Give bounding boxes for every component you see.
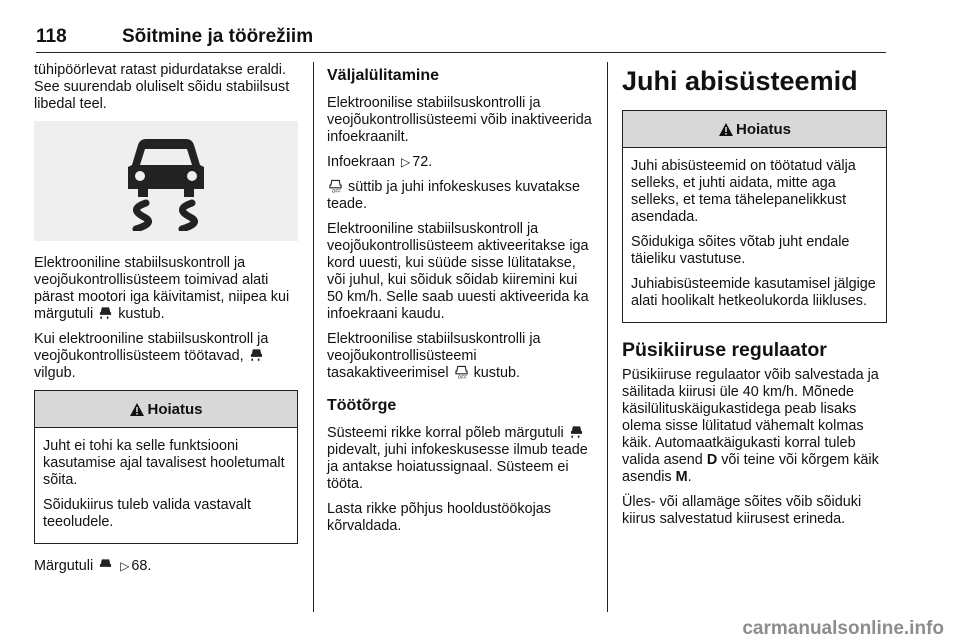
warning-header: Hoiatus (623, 111, 886, 148)
warning-text-1: Juht ei tohi ka selle funktsiooni kasutamise ajal tavalisest hooletumalt sõita. (43, 438, 285, 488)
col2-paragraph-6: Süsteemi rikke korral põleb märgutuli pidevalt, juhi infokeskusesse ilmub teade ja antakse hoiatussignaal. Süsteem ei tööta. (327, 425, 588, 492)
col2-paragraph-2: Infoekraan ▷ 72. (327, 154, 433, 170)
traction-control-indicator-icon (570, 425, 583, 439)
warning-box (622, 110, 887, 323)
col2-paragraph-1: Elektroonilise stabiilsuskontrolli ja veojõukontrollisüsteemi võib inaktiveerida infoekraanilt. (327, 95, 592, 145)
traction-control-indicator-icon (99, 306, 112, 320)
traction-control-off-icon (455, 365, 468, 379)
column-divider-2 (607, 62, 608, 612)
col1-paragraph-3: Kui elektrooniline stabiilsuskontroll ja veojõukontrollisüsteem töötavad, vilgub. (34, 331, 269, 381)
heading-deactivation: Väljalülitamine (327, 67, 440, 84)
svg-text:OFF: OFF (457, 374, 467, 379)
column-divider-1 (313, 62, 314, 612)
warning-triangle-icon (129, 402, 145, 417)
traction-control-icon (116, 131, 216, 231)
page-reference[interactable]: 72. (412, 154, 433, 170)
warning-header: Hoiatus (35, 391, 297, 428)
traction-control-indicator-icon (250, 348, 263, 362)
col2-paragraph-5: Elektroonilise stabiilsuskontrolli ja veojõukontrollisüsteemi tasakaktiveerimisel OFF kustub. (327, 331, 541, 381)
heading-driver-assistance: Juhi abisüsteemid (622, 66, 858, 96)
column-3 (622, 66, 887, 536)
traction-control-indicator-icon (99, 558, 112, 572)
column-1 (34, 62, 298, 583)
warning-box (34, 390, 298, 544)
warning-text-1: Juhi abisüsteemid on töötatud välja selleks, et juhti aidata, mitte aga selleks, et tema tähelepanelikkust asendada. (631, 158, 856, 225)
heading-fault: Töötõrge (327, 397, 397, 414)
section-title: Sõitmine ja töörežiim (122, 26, 314, 47)
svg-text:OFF: OFF (331, 188, 342, 193)
header-rule (36, 52, 886, 53)
col2-paragraph-3: OFF süttib ja juhi infokeskuses kuvatakse teade. (327, 179, 580, 212)
page-reference[interactable]: 68. (131, 558, 152, 574)
col2-paragraph-7: Lasta rikke põhjus hooldustöökojas kõrvaldada. (327, 501, 551, 534)
warning-triangle-icon (718, 122, 734, 137)
col3-paragraph-2: Üles- või allamäge sõites võib sõiduki kiirus salvestatud kiirusest erineda. (622, 494, 862, 527)
warning-text-2: Sõidukiga sõites võtab juht endale täieliku vastutuse. (631, 234, 850, 267)
col2-paragraph-4: Elektrooniline stabiilsuskontroll ja veojõukontrollisüsteem aktiveeritakse iga kord uuesti, kui süüde sisse lülitatakse, või juhul, kui sõiduk sõidab kiiremini kui 50 km/h. Selle saab uuesti aktiveerida ka infoekraani kaudu. (327, 221, 589, 322)
heading-cruise-control: Püsikiiruse regulaator (622, 339, 827, 361)
col1-paragraph-2: Elektrooniline stabiilsuskontroll ja veojõukontrollisüsteem toimivad alati pärast mootori iga käivitamist, niipea kui märgutuli kustub. (34, 255, 290, 322)
col1-paragraph-1: tühipöörlevat ratast pidurdatakse eraldi. See suurendab oluliselt sõidu stabiilsust libedal teel. (34, 62, 290, 112)
page-number: 118 (36, 26, 67, 47)
col1-paragraph-4: Märgutuli ▷ 68. (34, 558, 152, 574)
col3-paragraph-1: Püsikiiruse regulaator võib salvestada ja säilitada kiirusi üle 40 km/h. Mõnede käsilülituskäigukastidega peab lisaks olema sisse lülitatud vähemalt kolmas käik. Automaatkäigukasti korral tuleb valida asend D või teine või kõrgem käik asendis M. (622, 367, 879, 485)
watermark: carmanualsonline.info (742, 618, 944, 639)
column-2 (327, 66, 595, 543)
warning-text-3: Juhiabisüsteemide kasutamisel jälgige alati hoolikalt hetkeolukorda liikluses. (631, 276, 876, 309)
traction-control-off-icon (329, 179, 342, 193)
page-reference-arrow-icon: ▷ (120, 559, 130, 573)
traction-control-figure (34, 121, 298, 241)
page-header (36, 26, 886, 52)
page-reference-arrow-icon: ▷ (401, 155, 411, 169)
warning-text-2: Sõidukiirus tuleb valida vastavalt teeoludele. (43, 497, 251, 530)
